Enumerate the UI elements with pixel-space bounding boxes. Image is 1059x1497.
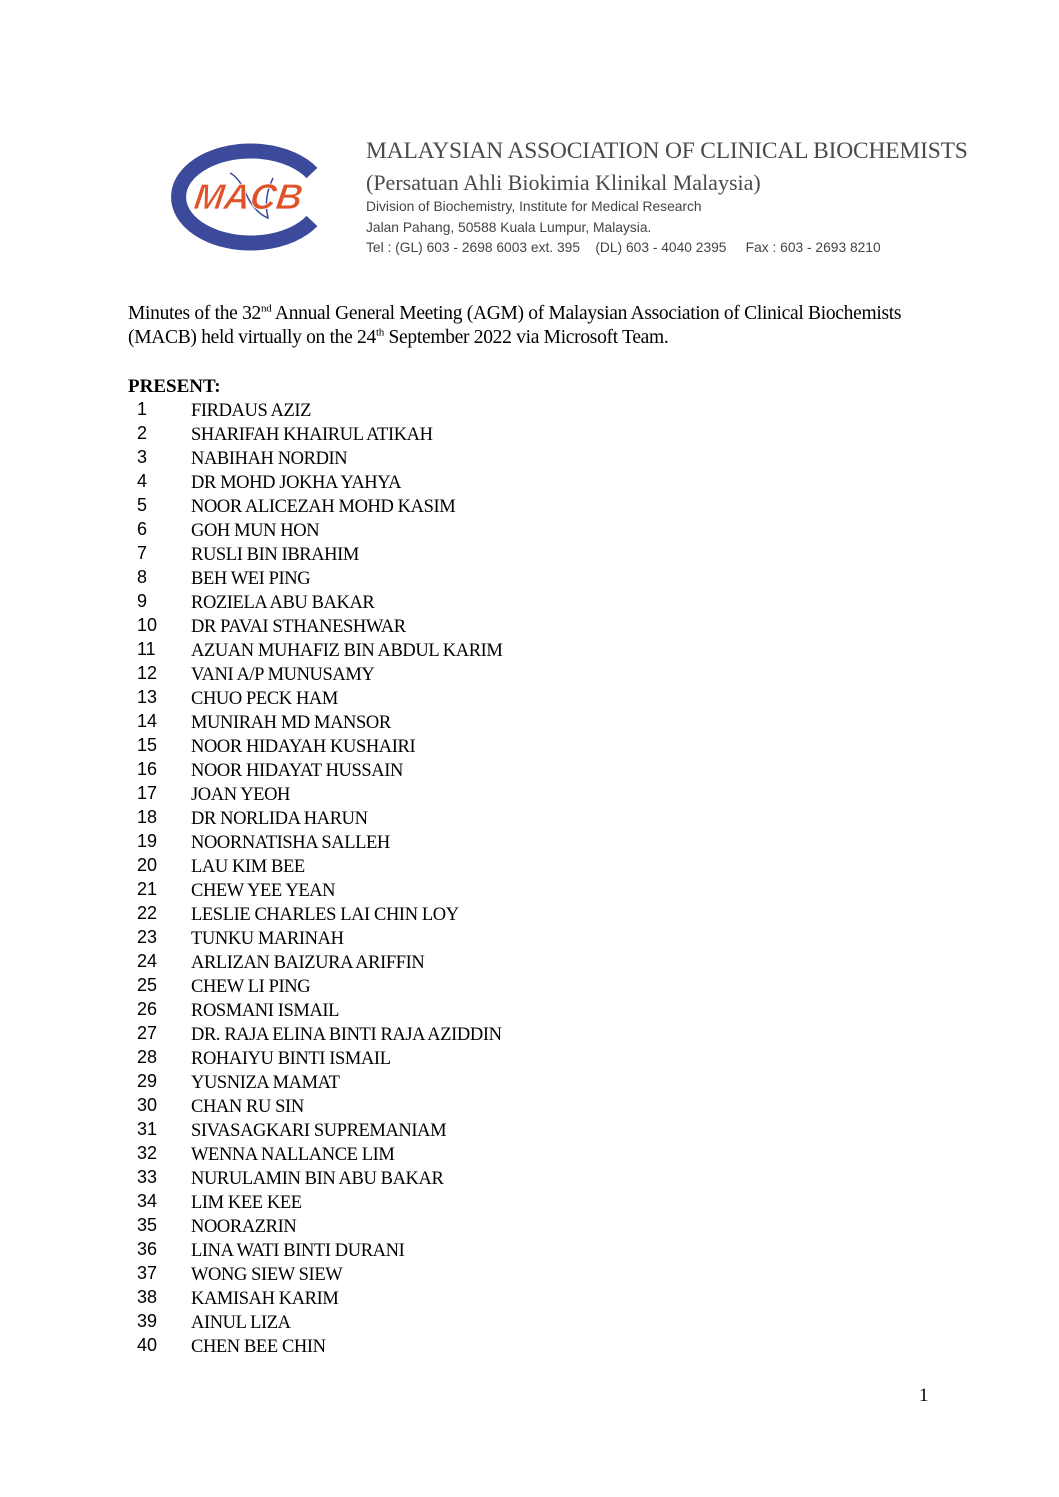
attendee-number: 4 [137, 471, 148, 491]
macb-logo [170, 143, 330, 251]
attendee-row [0, 879, 700, 903]
attendee-number: 7 [137, 543, 148, 563]
attendee-row [0, 999, 700, 1023]
attendee-row [0, 1143, 700, 1167]
attendee-number: 23 [137, 927, 158, 947]
attendee-number: 18 [137, 807, 158, 827]
attendee-row [0, 975, 700, 999]
intro-text: Minutes of the 32 [128, 303, 262, 324]
attendee-number: 35 [137, 1215, 158, 1235]
attendee-row [0, 1311, 700, 1335]
attendee-number: 28 [137, 1047, 158, 1067]
attendee-row [0, 1239, 700, 1263]
attendee-name: LESLIE CHARLES LAI CHIN LOY [191, 905, 459, 925]
attendee-name: NOORNATISHA SALLEH [191, 833, 390, 853]
attendee-name: WONG SIEW SIEW [191, 1265, 343, 1285]
attendee-name: LIM KEE KEE [191, 1193, 302, 1213]
attendee-name: MUNIRAH MD MANSOR [191, 713, 391, 733]
attendee-number: 3 [137, 447, 148, 467]
attendee-row [0, 615, 700, 639]
attendee-number: 32 [137, 1143, 158, 1163]
attendee-name: KAMISAH KARIM [191, 1289, 339, 1309]
intro-text: September 2022 via Microsoft Team. [383, 327, 669, 348]
attendee-name: NURULAMIN BIN ABU BAKAR [191, 1169, 444, 1189]
attendee-number: 17 [137, 783, 158, 803]
attendee-row [0, 687, 700, 711]
attendee-row [0, 567, 700, 591]
attendee-row [0, 951, 700, 975]
attendee-row [0, 1263, 700, 1287]
attendee-name: JOAN YEOH [191, 785, 290, 805]
attendee-name: CHEW LI PING [191, 977, 311, 997]
attendee-name: SIVASAGKARI SUPREMANIAM [191, 1121, 447, 1141]
intro-text: Annual General Meeting (AGM) of Malaysian Association of Clinical Biochemists (MACB) held virtually on the 24 [128, 303, 902, 348]
attendee-name: DR. RAJA ELINA BINTI RAJA AZIDDIN [191, 1025, 502, 1045]
attendee-name: DR MOHD JOKHA YAHYA [191, 473, 402, 493]
attendee-name: DR NORLIDA HARUN [191, 809, 368, 829]
attendee-row [0, 783, 700, 807]
attendee-name: ROSMANI ISMAIL [191, 1001, 340, 1021]
attendee-number: 8 [137, 567, 148, 587]
attendee-number: 25 [137, 975, 158, 995]
attendee-number: 9 [137, 591, 148, 611]
attendee-name: YUSNIZA MAMAT [191, 1073, 340, 1093]
attendee-row [0, 423, 700, 447]
attendee-row [0, 471, 700, 495]
attendee-number: 19 [137, 831, 158, 851]
attendee-name: ARLIZAN BAIZURA ARIFFIN [191, 953, 425, 973]
attendee-number: 24 [137, 951, 158, 971]
page-number: 1 [919, 1385, 929, 1406]
attendee-number: 2 [137, 423, 148, 443]
ordinal-suffix: th [375, 326, 384, 339]
attendee-number: 38 [137, 1287, 158, 1307]
attendee-row [0, 1215, 700, 1239]
attendee-row [0, 1071, 700, 1095]
attendee-name: NOOR HIDAYAH KUSHAIRI [191, 737, 416, 757]
attendee-row [0, 1191, 700, 1215]
attendee-row [0, 639, 700, 663]
attendee-name: VANI A/P MUNUSAMY [191, 665, 375, 685]
attendee-number: 21 [137, 879, 158, 899]
attendee-name: LINA WATI BINTI DURANI [191, 1241, 405, 1261]
attendee-name: AZUAN MUHAFIZ BIN ABDUL KARIM [191, 641, 503, 661]
attendee-row [0, 735, 700, 759]
attendee-number: 29 [137, 1071, 158, 1091]
attendee-number: 36 [137, 1239, 158, 1259]
attendee-number: 14 [137, 711, 158, 731]
attendee-number: 30 [137, 1095, 158, 1115]
attendee-name: GOH MUN HON [191, 521, 320, 541]
contact-line: Tel : (GL) 603 - 2698 6003 ext. 395 (DL) 603 - 4040 2395 Fax : 603 - 2693 8210 [366, 240, 881, 255]
org-subtitle: (Persatuan Ahli Biokimia Klinikal Malaysia) [366, 170, 761, 195]
attendee-name: NABIHAH NORDIN [191, 449, 348, 469]
attendee-number: 20 [137, 855, 158, 875]
attendee-number: 37 [137, 1263, 158, 1283]
attendee-name: AINUL LIZA [191, 1313, 291, 1333]
attendee-row [0, 1335, 700, 1359]
org-title: MALAYSIAN ASSOCIATION OF CLINICAL BIOCHEMISTS [366, 138, 968, 164]
attendee-name: WENNA NALLANCE LIM [191, 1145, 395, 1165]
ordinal-suffix: nd [261, 302, 272, 315]
attendee-name: NOOR ALICEZAH MOHD KASIM [191, 497, 456, 517]
minutes-intro [128, 302, 928, 350]
attendee-row [0, 543, 700, 567]
attendee-row [0, 903, 700, 927]
attendee-row [0, 1287, 700, 1311]
attendee-number: 15 [137, 735, 158, 755]
attendee-row [0, 831, 700, 855]
attendee-row [0, 591, 700, 615]
attendee-row [0, 399, 700, 423]
attendee-number: 11 [137, 639, 156, 659]
attendee-number: 16 [137, 759, 158, 779]
attendee-number: 10 [137, 615, 158, 635]
attendee-row [0, 447, 700, 471]
attendee-number: 12 [137, 663, 158, 683]
attendee-row [0, 807, 700, 831]
attendee-number: 5 [137, 495, 148, 515]
logo-text: MACB [191, 176, 306, 217]
attendee-number: 22 [137, 903, 158, 923]
attendee-list [0, 399, 700, 1359]
attendee-number: 27 [137, 1023, 158, 1043]
attendee-number: 33 [137, 1167, 158, 1187]
attendee-name: LAU KIM BEE [191, 857, 305, 877]
attendee-name: SHARIFAH KHAIRUL ATIKAH [191, 425, 433, 445]
attendee-row [0, 855, 700, 879]
attendee-number: 39 [137, 1311, 158, 1331]
attendee-name: CHUO PECK HAM [191, 689, 338, 709]
attendee-row [0, 1119, 700, 1143]
attendee-row [0, 663, 700, 687]
attendee-name: TUNKU MARINAH [191, 929, 344, 949]
attendee-row [0, 711, 700, 735]
attendee-row [0, 1023, 700, 1047]
attendee-name: ROZIELA ABU BAKAR [191, 593, 375, 613]
attendee-name: DR PAVAI STHANESHWAR [191, 617, 406, 637]
attendee-row [0, 1095, 700, 1119]
attendee-row [0, 1047, 700, 1071]
attendee-number: 31 [137, 1119, 158, 1139]
attendee-number: 34 [137, 1191, 158, 1211]
attendee-row [0, 1167, 700, 1191]
attendee-row [0, 519, 700, 543]
attendee-name: CHEN BEE CHIN [191, 1337, 326, 1357]
attendee-name: NOORAZRIN [191, 1217, 297, 1237]
address-line-1: Division of Biochemistry, Institute for Medical Research [366, 199, 702, 214]
attendee-row [0, 495, 700, 519]
attendee-row [0, 927, 700, 951]
attendee-number: 1 [137, 399, 148, 419]
attendee-name: ROHAIYU BINTI ISMAIL [191, 1049, 391, 1069]
attendee-name: RUSLI BIN IBRAHIM [191, 545, 359, 565]
present-heading: PRESENT: [128, 376, 221, 397]
attendee-number: 26 [137, 999, 158, 1019]
attendee-name: NOOR HIDAYAT HUSSAIN [191, 761, 403, 781]
attendee-name: FIRDAUS AZIZ [191, 401, 312, 421]
attendee-name: CHEW YEE YEAN [191, 881, 336, 901]
attendee-number: 6 [137, 519, 148, 539]
address-line-2: Jalan Pahang, 50588 Kuala Lumpur, Malaysia. [366, 220, 652, 235]
attendee-row [0, 759, 700, 783]
attendee-number: 13 [137, 687, 158, 707]
attendee-name: CHAN RU SIN [191, 1097, 304, 1117]
attendee-number: 40 [137, 1335, 158, 1355]
attendee-name: BEH WEI PING [191, 569, 311, 589]
